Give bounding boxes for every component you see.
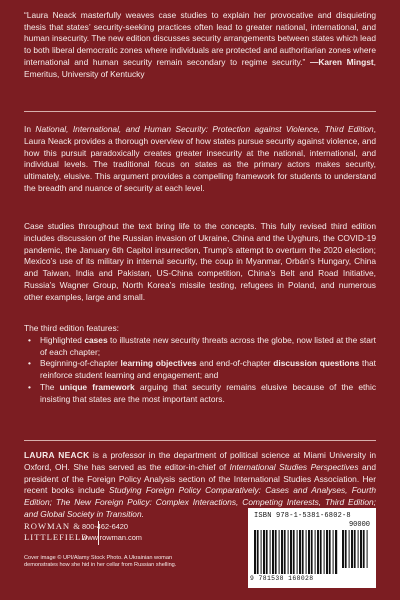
addon-barcode-icon bbox=[342, 530, 370, 568]
top-divider bbox=[24, 111, 376, 112]
feature-item bbox=[34, 382, 376, 406]
publisher-name-line2: LITTLEFIELD bbox=[24, 532, 89, 542]
book-title: National, International, and Human Security: Protection against Violence, Third Edition bbox=[35, 124, 374, 134]
intro-lead: In bbox=[24, 124, 36, 134]
feature-highlight: unique framework bbox=[59, 381, 135, 392]
author-name: LAURA NEACK bbox=[24, 450, 90, 460]
features-intro: The third edition features: bbox=[24, 323, 119, 333]
feature-text: Highlighted bbox=[40, 334, 85, 345]
quote-text: “Laura Neack masterfully weaves case studies to explain her provocative and disquieting thesis that states’ security-seeking practices often lead to greater national, international, and human insecurity. The new edition discusses security arrangements between states which lead to both liberal democratic zones where individuals are protected and authoritarian zones where international and human security remain secondary to regime security.” bbox=[24, 10, 376, 67]
author-bio-books: Studying Foreign Policy Comparatively: Cases and Analyses, Fourth Edition; The New Foreign Policy: Complex Interactions, Competing Interests, Third Edition; and Global Society in Transition. bbox=[24, 485, 376, 519]
feature-text: to illustrate new security threats across the globe, now listed at the start of each chapter; bbox=[40, 334, 376, 357]
cover-image-credit: Cover image © UPI/Alamy Stock Photo. A Ukrainian woman demonstrates how she hid in her cellar from Russian shelling. bbox=[24, 555, 177, 569]
ean-barcode-icon bbox=[254, 530, 338, 574]
author-bio-text: and president of the Foreign Policy Analysis section of the International Studies Association. Her recent books include bbox=[24, 461, 376, 496]
quote-attribution-affiliation: , Emeritus, University of Kentucky bbox=[24, 56, 376, 79]
feature-item bbox=[34, 335, 376, 359]
features-section bbox=[24, 323, 376, 406]
author-bio-text: is a professor in the department of political science at Miami University in Oxford, OH. She has served as the editor-in-chief of bbox=[24, 450, 376, 472]
intro-text: , Laura Neack provides a thorough overview of how states pursue security against violence, and how this pursuit paradoxically creates greater insecurity at the national, international, and individual levels. The traditional focus on states as the primary actors makes security, ultimately, elusive. This argument provides a compelling framework for students to understand the breadth and nuance of security at each level. bbox=[24, 124, 376, 193]
publisher-contact bbox=[82, 521, 142, 543]
publisher-name-line1: ROWMAN & bbox=[24, 521, 81, 531]
intro-paragraph bbox=[24, 124, 376, 195]
feature-text: and end-of-chapter bbox=[196, 358, 274, 369]
feature-text: Beginning-of-chapter bbox=[40, 358, 121, 369]
author-bio-title: International Studies Perspectives bbox=[229, 461, 359, 472]
feature-highlight: discussion questions bbox=[273, 358, 360, 369]
case-studies-paragraph bbox=[24, 221, 376, 304]
feature-text: The bbox=[40, 381, 60, 392]
isbn-number: ISBN 978-1-5381-6802-8 bbox=[254, 512, 351, 520]
publisher-logo bbox=[24, 521, 88, 543]
feature-item bbox=[34, 358, 376, 382]
publisher-phone: 800-462-6420 bbox=[82, 522, 129, 531]
endorsement-quote bbox=[24, 10, 376, 80]
price-code: 90000 bbox=[348, 521, 370, 529]
quote-attribution-name: —Karen Mingst bbox=[309, 56, 374, 67]
feature-highlight: cases bbox=[84, 334, 108, 345]
feature-text: that reinforce student learning and engagement; and bbox=[40, 358, 376, 381]
case-studies-text: Case studies throughout the text bring life to the concepts. This fully revised third edition includes discussion of the Russian invasion of Ukraine, China and the Uyghurs, the COVID-19 pandemic, the January 6th Capitol insurrection, Trump’s attempt to overturn the 2020 election; Mexico’s use of its military in internal security, the coup in Myanmar, Orbán’s Hungary, China and Taiwan, India and Pakistan, US-China competition, China’s Belt and Road Initiative, Russia’s Wagner Group, North Korea’s missile testing, refugees in Poland, and numerous other examples, large and small. bbox=[24, 221, 376, 302]
publisher-website: www.rowman.com bbox=[82, 533, 142, 542]
ean-digits: 9 781538 168028 bbox=[250, 575, 314, 582]
isbn-barcode bbox=[248, 508, 376, 588]
bottom-divider bbox=[24, 440, 376, 441]
feature-highlight: learning objectives bbox=[120, 358, 197, 369]
feature-text: arguing that security remains elusive because of the ethic insisting that states are the most important actors. bbox=[40, 381, 377, 404]
features-list bbox=[24, 335, 376, 406]
